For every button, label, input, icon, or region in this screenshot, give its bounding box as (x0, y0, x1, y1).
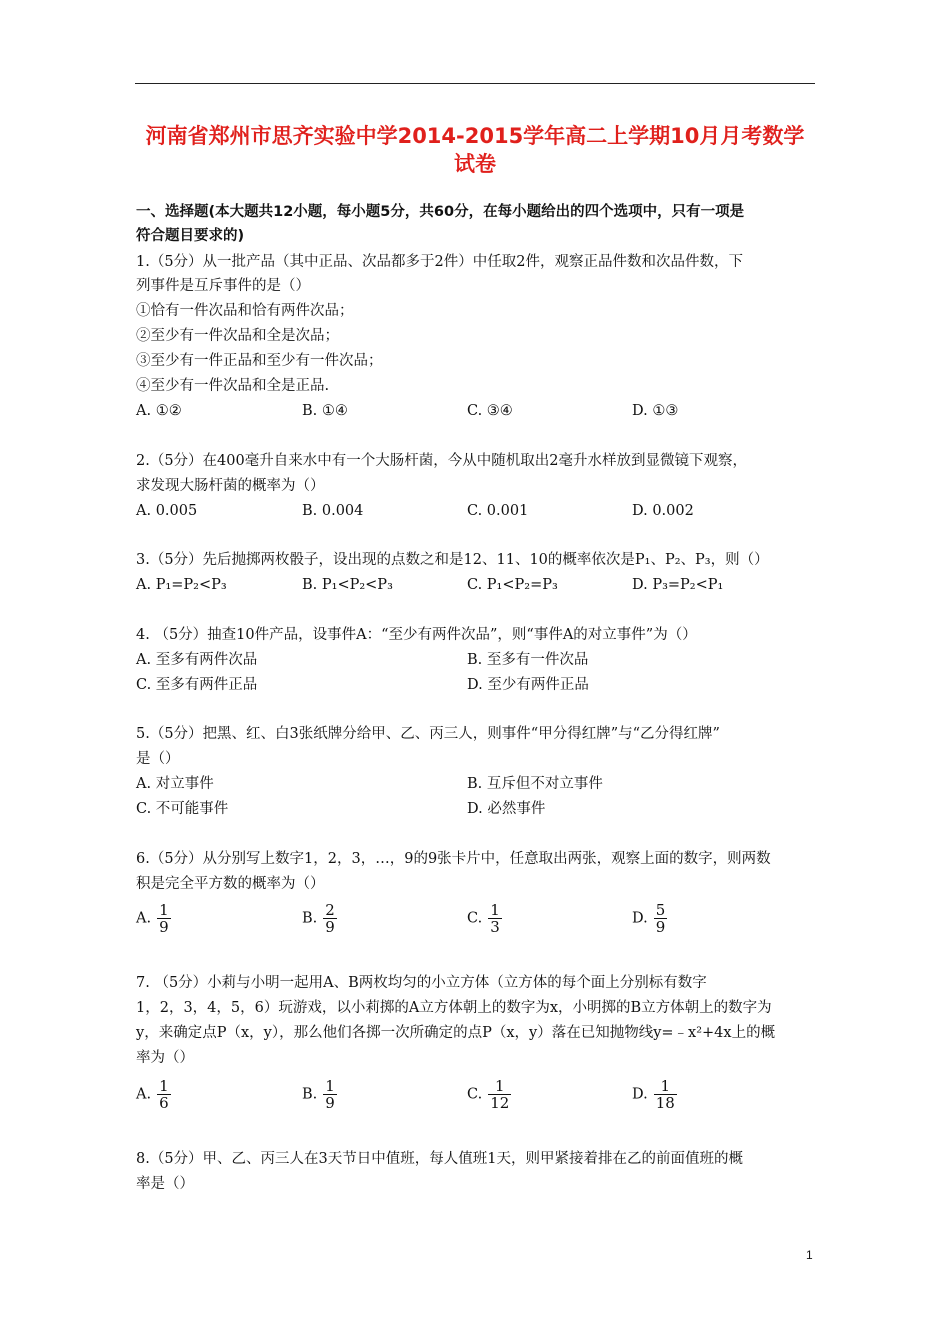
q7-option-b (302, 1078, 337, 1111)
q6-option-d-label: D. (632, 910, 648, 927)
q7-option-c (467, 1078, 511, 1111)
q6-option-b (302, 902, 337, 935)
fraction-denominator: 9 (325, 1094, 335, 1112)
q6-option-b-label: B. (302, 910, 318, 927)
q6-option-a (136, 902, 171, 935)
q7-option-c-label: C. (467, 1086, 483, 1103)
fraction-numerator: 1 (325, 1077, 335, 1095)
fraction-denominator: 9 (159, 918, 169, 936)
q4-option-c: C. 至多有两件正品 (136, 677, 258, 693)
q5-option-d: D. 必然事件 (467, 801, 546, 817)
q2-stem-line2: 求发现大肠杆菌的概率为（） (136, 478, 325, 494)
q6-option-c (467, 902, 502, 935)
q6-option-d-fraction (654, 902, 668, 935)
q7-stem-line1: 7. （5分）小莉与小明一起用A、B两枚均匀的小立方体（立方体的每个面上分别标有数字 (136, 975, 707, 991)
q7-stem-line2: 1，2，3，4，5，6）玩游戏，以小莉掷的A立方体朝上的数字为x，小明掷的B立方体朝上的数字为 (136, 1000, 772, 1016)
fraction-numerator: 1 (488, 1078, 511, 1095)
q7-option-b-label: B. (302, 1086, 318, 1103)
q2-option-d: D. 0.002 (632, 503, 694, 519)
q6-option-a-fraction (157, 902, 171, 935)
q4-stem-line1: 4. （5分）抽查10件产品，设事件A：“至少有两件次品”，则“事件A的对立事件”为（） (136, 627, 697, 643)
q6-stem-line2: 积是完全平方数的概率为（） (136, 876, 325, 892)
q6-stem-line1: 6.（5分）从分别写上数字1，2，3，…，9的9张卡片中，任意取出两张，观察上面的数字，则两数 (136, 851, 771, 867)
q7-option-b-fraction (323, 1078, 337, 1111)
fraction-numerator: 1 (159, 1077, 169, 1095)
section-heading-line1: 一、选择题(本大题共12小题，每小题5分，共60分，在每小题给出的四个选项中，只有一项是 (136, 204, 745, 220)
q7-stem-line4: 率为（） (136, 1050, 194, 1066)
q1-item-4: ④至少有一件次品和全是正品. (136, 378, 330, 394)
q4-option-b: B. 至多有一件次品 (467, 652, 589, 668)
q6-option-c-fraction (488, 902, 502, 935)
q8-stem-line1: 8.（5分）甲、乙、丙三人在3天节日中值班，每人值班1天，则甲紧接着排在乙的前面值班的概 (136, 1151, 744, 1167)
fraction-denominator: 6 (159, 1094, 169, 1112)
fraction-denominator: 3 (490, 918, 500, 936)
q7-option-d-label: D. (632, 1086, 648, 1103)
q3-option-d: D. P₃=P₂<P₁ (632, 577, 724, 593)
fraction-denominator: 9 (325, 918, 335, 936)
q7-option-d-fraction (654, 1078, 677, 1111)
q7-option-a-label: A. (136, 1086, 152, 1103)
q7-stem-line3: y，来确定点P（x，y），那么他们各掷一次所确定的点P（x，y）落在已知抛物线y=﹣x²+4x上的概 (136, 1025, 776, 1041)
q1-item-1: ①恰有一件次品和恰有两件次品； (136, 303, 354, 319)
q1-item-3: ③至少有一件正品和至少有一件次品； (136, 353, 383, 369)
q2-option-c: C. 0.001 (467, 503, 529, 519)
q7-option-a-fraction (157, 1078, 171, 1111)
q2-option-b: B. 0.004 (302, 503, 364, 519)
q1-item-2: ②至少有一件次品和全是次品； (136, 328, 339, 344)
section-heading-line2: 符合题目要求的) (136, 228, 245, 244)
fraction-denominator: 9 (655, 918, 666, 936)
header-rule (135, 83, 815, 84)
fraction-denominator: 12 (490, 1094, 510, 1112)
q5-option-b: B. 互斥但不对立事件 (467, 776, 603, 792)
fraction-numerator: 5 (655, 901, 666, 919)
q1-option-d: D. ①③ (632, 403, 679, 419)
page-number: 1 (806, 1248, 813, 1262)
q4-option-d: D. 至少有两件正品 (467, 677, 589, 693)
q3-option-c: C. P₁<P₂=P₃ (467, 577, 558, 593)
q3-option-a: A. P₁=P₂<P₃ (136, 577, 227, 593)
q3-option-b: B. P₁<P₂<P₃ (302, 577, 393, 593)
q7-option-a (136, 1078, 171, 1111)
q5-option-a: A. 对立事件 (136, 776, 214, 792)
fraction-numerator: 1 (159, 901, 169, 919)
q6-option-b-fraction (323, 902, 337, 935)
q3-stem-line1: 3.（5分）先后抛掷两枚骰子，设出现的点数之和是12、11、10的概率依次是P₁、P₂、P₃，则（） (136, 552, 769, 568)
q5-option-c: C. 不可能事件 (136, 801, 229, 817)
q2-option-a: A. 0.005 (136, 503, 198, 519)
q1-option-b: B. ①④ (302, 403, 348, 419)
fraction-numerator: 1 (490, 901, 500, 919)
q6-option-c-label: C. (467, 910, 483, 927)
q8-stem-line2: 率是（） (136, 1176, 194, 1192)
fraction-numerator: 1 (654, 1078, 677, 1095)
q2-stem-line1: 2.（5分）在400毫升自来水中有一个大肠杆菌，今从中随机取出2毫升水样放到显微镜下观察， (136, 453, 747, 469)
q5-stem-line1: 5.（5分）把黑、红、白3张纸牌分给甲、乙、丙三人，则事件“甲分得红牌”与“乙分得红牌” (136, 726, 720, 742)
document-title-line2: 试卷 (454, 152, 496, 176)
q1-stem-line2: 列事件是互斥事件的是（） (136, 278, 310, 294)
q7-option-d (632, 1078, 677, 1111)
q1-stem-line1: 1.（5分）从一批产品（其中正品、次品都多于2件）中任取2件，观察正品件数和次品件数，下 (136, 254, 744, 270)
q5-stem-line2: 是（） (136, 751, 180, 767)
q6-option-d (632, 902, 667, 935)
document-title-line1: 河南省郑州市思齐实验中学2014-2015学年高二上学期10月月考数学 (145, 124, 805, 148)
fraction-denominator: 18 (655, 1094, 675, 1112)
q6-option-a-label: A. (136, 910, 152, 927)
q7-option-c-fraction (488, 1078, 511, 1111)
q4-option-a: A. 至多有两件次品 (136, 652, 258, 668)
fraction-numerator: 2 (325, 901, 335, 919)
q1-option-c: C. ③④ (467, 403, 513, 419)
q1-option-a: A. ①② (136, 403, 182, 419)
